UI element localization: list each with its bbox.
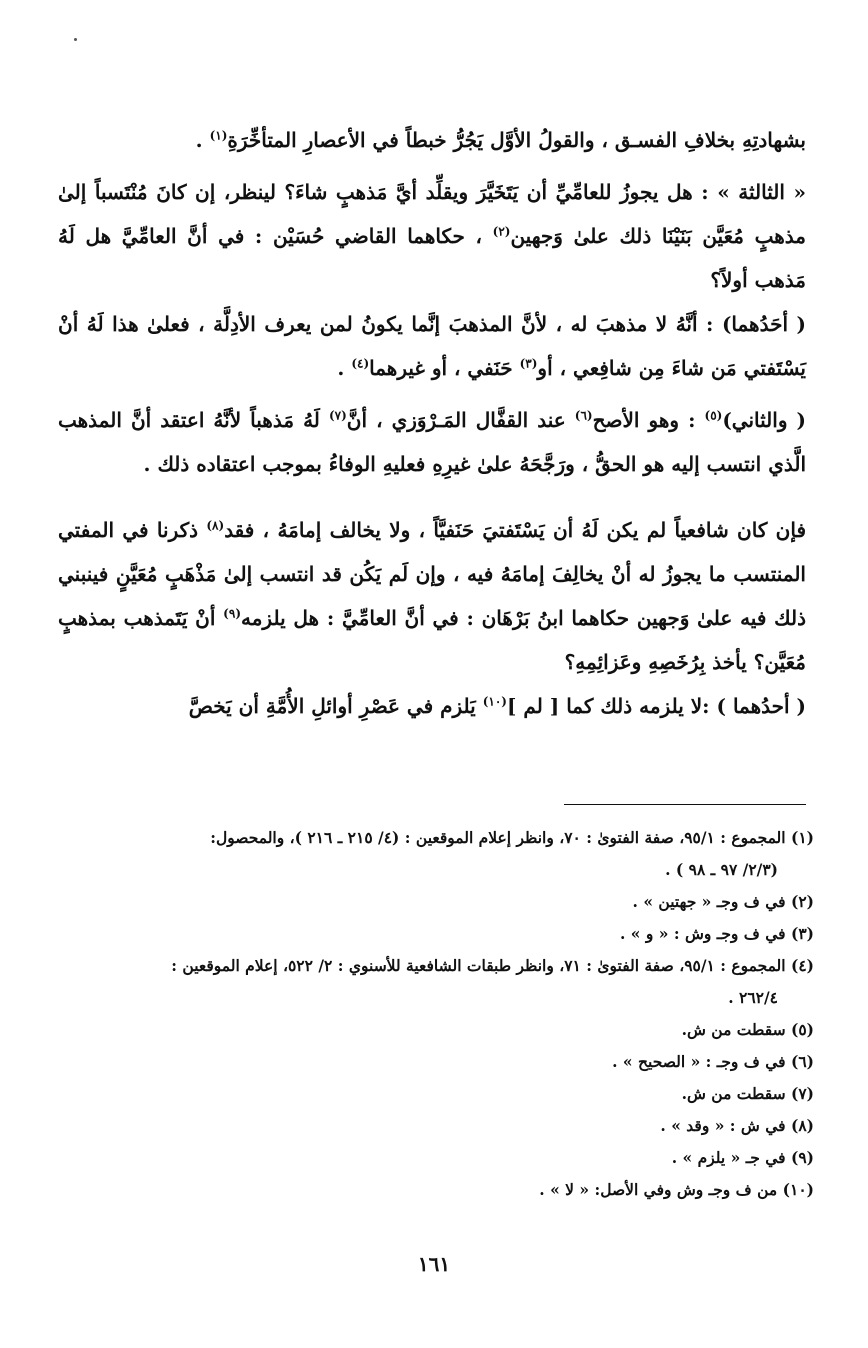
footnote-text: المجموع : ٩٥/١، صفة الفتوىٰ : ٧١، وانظر طبقات الشافعية للأسنوي : ٢/ ٥٢٢، إعلام الموقعين : xyxy=(171,956,786,975)
paragraph-5-tail-2: أنْ يَتَمذهب بمذهبٍ مُعَيَّن؟ يأخذ بِرُخَصِهِ وعَزائِمِهِ؟ xyxy=(58,606,806,674)
footnote-5 xyxy=(58,1014,814,1046)
footnote-number: (٣) xyxy=(790,924,814,943)
footnote-text: في ف وجـ « جهتين » . xyxy=(632,892,786,911)
paragraph-2-text: « الثالثة » : هل يجوزُ للعامِّيِّ أن يَتَخَيَّرَ ويقلِّد أيَّ مَذهبٍ شاءَ؟ لينظر، إن كانَ مُنْتَسباً إلىٰ مذهبٍ مُعَيَّن بَنَيْنَا ذلك علىٰ وَجهين xyxy=(58,180,806,248)
paragraph-6-tail: يَلزم في عَصْرِ أوائلِ الأُمَّةِ أن يَخصَّ xyxy=(188,694,483,718)
footnote-number: (٤) xyxy=(790,956,814,975)
paragraph-2-tail: ، حكاهما القاضي حُسَيْن : في أنَّ العامِّيَّ هل لَهُ مَذهب أولاً؟ xyxy=(58,224,806,292)
footnote-number: (١) xyxy=(790,828,814,847)
paragraph-3 xyxy=(58,302,806,390)
footnote-9 xyxy=(58,1142,814,1174)
footnote-ref-2[interactable]: (٢) xyxy=(492,224,511,239)
footnote-number: (٨) xyxy=(790,1116,814,1135)
paragraph-6 xyxy=(58,684,806,728)
paragraph-4-tail-3: لَهُ مَذهباً لأنَّهُ اعتقد أنَّ المذهب الَّذي انتسب إليه هو الحقُّ ، ورَجَّحَهُ علىٰ غيرِهِ فعليهِ الوفاءُ بموجب اعتقاده ذلك . xyxy=(58,408,806,476)
footnote-6 xyxy=(58,1046,814,1078)
footnote-10 xyxy=(58,1174,814,1206)
paragraph-1 xyxy=(58,118,806,162)
footnote-ref-7[interactable]: (٧) xyxy=(328,408,347,423)
footnote-divider xyxy=(564,804,806,805)
paragraph-6-text: ( أحدُهما ) :لا يلزمه ذلك كما [ لم ] xyxy=(506,694,806,718)
paragraph-4-text: ( والثاني) xyxy=(722,408,806,432)
footnote-number: (٢) xyxy=(790,892,814,911)
footnote-ref-4[interactable]: (٤) xyxy=(351,356,370,371)
main-text xyxy=(58,118,806,728)
paragraph-1-text: بشهادتِهِ بخلافِ الفسـق ، والقولُ الأوَّل يَجُرُّ خبطاً في الأعصارِ المتأخِّرَةِ xyxy=(227,128,806,152)
footnote-ref-6[interactable]: (٦) xyxy=(574,408,593,423)
footnote-7 xyxy=(58,1078,814,1110)
footnote-text: المجموع : ٩٥/١، صفة الفتوىٰ : ٧٠، وانظر إعلام الموقعين : (٤/ ٢١٥ ـ ٢١٦ )، والمحصول: xyxy=(210,828,786,847)
footnote-ref-9[interactable]: (٩) xyxy=(223,606,241,621)
paragraph-2 xyxy=(58,170,806,302)
footnote-3 xyxy=(58,918,814,950)
footnote-ref-3[interactable]: (٣) xyxy=(519,356,538,371)
footnote-ref-1[interactable]: (١) xyxy=(209,128,228,143)
footnote-text: سقطت من ش. xyxy=(681,1084,786,1103)
footnote-text-continued: ٢٦٢/٤ . xyxy=(728,988,778,1007)
paragraph-3-tail: حَنَفي ، أو غيرهما xyxy=(369,356,520,380)
footnote-2 xyxy=(58,886,814,918)
footnote-text: سقطت من ش. xyxy=(681,1020,786,1039)
speck-mark xyxy=(74,38,77,41)
footnote-number: (١٠) xyxy=(782,1180,814,1199)
footnote-ref-5[interactable]: (٥) xyxy=(704,408,723,423)
footnote-text: في جـ « يلزم » . xyxy=(671,1148,786,1167)
footnote-number: (٧) xyxy=(790,1084,814,1103)
paragraph-5-tail: ذكرنا في المفتي المنتسب ما يجوزُ له أنْ يخالِفَ إمامَهُ فيه ، وإن لَم يَكُن قد انتسب إلىٰ مَذْهَبٍ مُعَيَّنٍ فينبني ذلك فيه علىٰ وَجهين حكاهما ابنُ بَرْهَان : في أنَّ العامِّيَّ : هل يلزمه xyxy=(58,518,807,630)
footnotes xyxy=(58,822,814,1206)
paragraph-3-text: ( أحَدُهما) : أنَّهُ لا مذهبَ له ، لأنَّ المذهبَ إنَّما يكونُ لمن يعرف الأدِلَّة ، فعلىٰ هذا لَهُ أنْ يَسْتَفتي مَن شاءَ مِن شافِعي ، أو xyxy=(58,312,806,380)
footnote-text-continued: (٢/٣/ ٩٧ ـ ٩٨ ) . xyxy=(665,860,778,879)
paragraph-4 xyxy=(58,398,806,486)
paragraph-4-tail-2: عند القفَّال المَـرْوَزي ، أنَّ xyxy=(346,408,575,432)
footnote-ref-8[interactable]: (٨) xyxy=(206,518,225,533)
paragraph-3-tail-2: . xyxy=(337,356,352,380)
footnote-text: من ف وجـ وش وفي الأصل: « لا » . xyxy=(539,1180,778,1199)
footnote-text: في ش : « وقد » . xyxy=(660,1116,786,1135)
footnote-number: (٥) xyxy=(790,1020,814,1039)
footnote-number: (٩) xyxy=(790,1148,814,1167)
paragraph-5 xyxy=(58,508,806,684)
page-number: ١٦١ xyxy=(417,1252,451,1276)
footnote-ref-10[interactable]: (١٠) xyxy=(482,694,507,709)
footnote-8 xyxy=(58,1110,814,1142)
footnote-text: في ف وجـ وش : « و » . xyxy=(620,924,786,943)
footnote-4 xyxy=(58,950,814,1014)
footnote-1 xyxy=(58,822,814,886)
paragraph-1-tail: . xyxy=(195,128,210,152)
footnote-text: في ف وجـ : « الصحيح » . xyxy=(612,1052,786,1071)
paragraph-5-text: فإن كان شافعياً لم يكن لَهُ أن يَسْتَفتيَ حَنَفيَّاً ، ولا يخالف إمامَهُ ، فقد xyxy=(224,518,807,542)
footnote-number: (٦) xyxy=(790,1052,814,1071)
paragraph-4-tail: : وهو الأصح xyxy=(592,408,705,432)
